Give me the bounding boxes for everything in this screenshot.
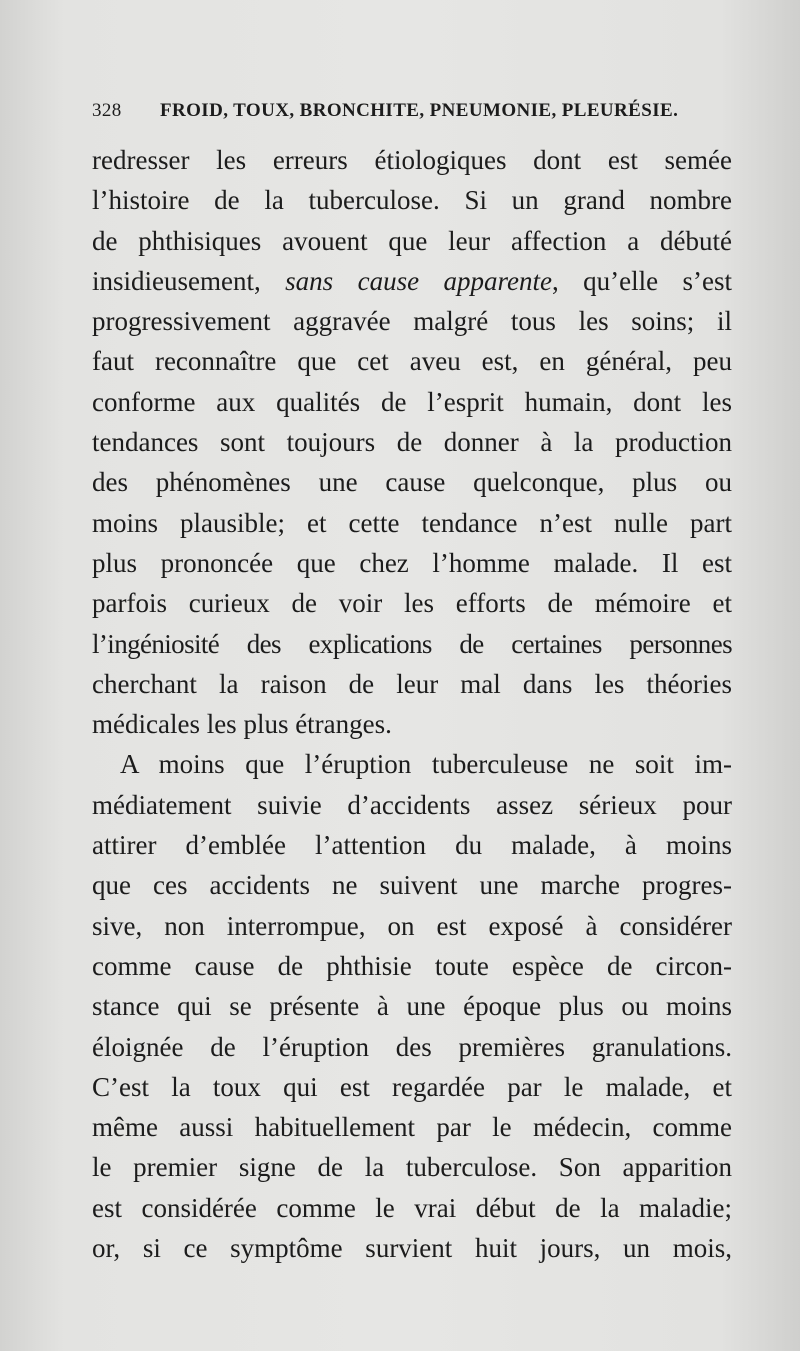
text-segment: , qu’elle s’est (551, 265, 732, 296)
body-text (92, 140, 732, 1268)
text-line: de phthisiques avouent que leur affection a débuté (92, 225, 732, 256)
text-line: tendances sont toujours de donner à la production (92, 427, 732, 458)
text-line: redresser les erreurs étiologiques dont est semée (92, 145, 732, 175)
running-head-title: FROID, TOUX, BRONCHITE, PNEUMONIE, PLEURÉSIE. (160, 100, 679, 121)
text-line: sive, non interrompue, on est exposé à considérer (92, 910, 732, 941)
text-line: l’histoire de la tuberculose. Si un grand nombre (92, 185, 732, 216)
text-line: progressivement aggravée malgré tous les soins; il (92, 306, 732, 337)
text-line: que ces accidents ne suivent une marche progres- (92, 870, 732, 901)
text-line: parfois curieux de voir les efforts de mémoire et (92, 588, 732, 619)
text-line: médiatement suivie d’accidents assez sérieux pour (92, 789, 732, 820)
text-line: or, si ce symptôme survient huit jours, un mois, (92, 1233, 732, 1264)
text-line: même aussi habituellement par le médecin, comme (92, 1112, 732, 1143)
text-line: plus prononcée que chez l’homme malade. Il est (92, 547, 732, 578)
text-line: des phénomènes une cause quelconque, plus ou (92, 467, 732, 498)
text-line: comme cause de phthisie toute espèce de circon- (92, 950, 732, 981)
running-head (92, 100, 732, 130)
text-line: médicales les plus étranges. (92, 709, 392, 740)
text-line (92, 261, 732, 301)
text-line: cherchant la raison de leur mal dans les théories (92, 668, 732, 699)
text-line: C’est la toux qui est regardée par le malade, et (92, 1071, 732, 1102)
text-line: conforme aux qualités de l’esprit humain, dont les (92, 386, 732, 417)
page-number: 328 (92, 100, 122, 121)
text-line: est considérée comme le vrai début de la maladie; (92, 1192, 732, 1223)
text-line: A moins que l’éruption tuberculeuse ne soit im- (120, 749, 732, 780)
text-line: faut reconnaître que cet aveu est, en général, peu (92, 346, 732, 377)
text-line: l’ingéniosité des explications de certaines personnes (92, 628, 732, 659)
text-line: attirer d’emblée l’attention du malade, à moins (92, 830, 732, 861)
text-segment: insidieusement, (92, 265, 286, 296)
italic-phrase: sans cause apparente (285, 265, 552, 296)
text-line: stance qui se présente à une époque plus ou moins (92, 991, 732, 1022)
text-line: éloignée de l’éruption des premières granulations. (92, 1031, 732, 1062)
text-line: le premier signe de la tuberculose. Son apparition (92, 1152, 732, 1183)
text-line: moins plausible; et cette tendance n’est nulle part (92, 507, 732, 538)
